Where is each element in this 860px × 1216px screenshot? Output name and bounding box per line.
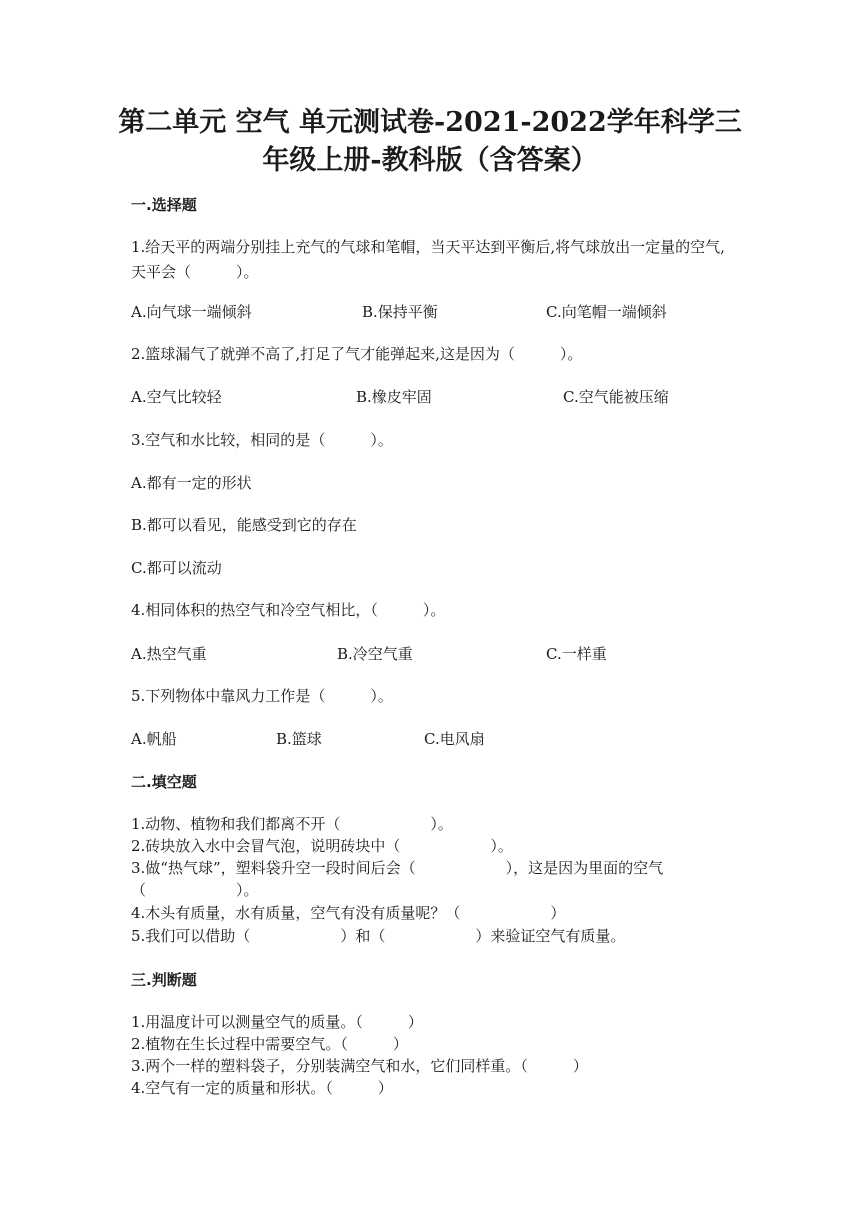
choice-q4-option-a: A.热空气重	[131, 645, 207, 663]
section-heading-choice: 一.选择题	[131, 196, 197, 214]
judge-question-3: 3.两个一样的塑料袋子，分别装满空气和水，它们同样重。（ ）	[131, 1057, 588, 1075]
choice-question-4: 4.相同体积的热空气和冷空气相比，（ ）。	[131, 601, 446, 619]
choice-q5-option-a: A.帆船	[131, 730, 177, 748]
fill-question-2: 2.砖块放入水中会冒气泡，说明砖块中（ ）。	[131, 837, 513, 855]
choice-q1-option-a: A.向气球一端倾斜	[131, 303, 252, 321]
choice-q1-option-c: C.向笔帽一端倾斜	[546, 303, 667, 321]
choice-question-2: 2.篮球漏气了就弹不高了,打足了气才能弹起来,这是因为（ ）。	[131, 345, 583, 363]
choice-q5-option-b: B.篮球	[276, 730, 322, 748]
choice-q1-option-b: B.保持平衡	[362, 303, 438, 321]
section-heading-fill: 二.填空题	[131, 773, 197, 791]
fill-question-3: 3.做“热气球”，塑料袋升空一段时间后会（ ），这是因为里面的空气（ ）。	[131, 859, 664, 899]
choice-question-3: 3.空气和水比较，相同的是（ ）。	[131, 431, 393, 449]
choice-q2-option-c: C.空气能被压缩	[563, 388, 669, 406]
choice-q4-option-c: C.一样重	[546, 645, 607, 663]
judge-question-2: 2.植物在生长过程中需要空气。（ ）	[131, 1035, 408, 1053]
fill-question-4: 4.木头有质量，水有质量，空气有没有质量呢？（ ）	[131, 904, 566, 922]
fill-question-1: 1.动物、植物和我们都离不开（ ）。	[131, 815, 453, 833]
choice-q3-option-c: C.都可以流动	[131, 559, 222, 577]
choice-q2-option-a: A.空气比较轻	[131, 388, 222, 406]
fill-question-5: 5.我们可以借助（ ）和（ ）来验证空气有质量。	[131, 927, 626, 945]
choice-q5-option-c: C.电风扇	[424, 730, 485, 748]
title-line-1: 第二单元 空气 单元测试卷-2021-2022学年科学三	[118, 107, 742, 138]
judge-question-1: 1.用温度计可以测量空气的质量。（ ）	[131, 1013, 423, 1031]
judge-question-4: 4.空气有一定的质量和形状。（ ）	[131, 1079, 393, 1097]
choice-question-5: 5.下列物体中靠风力工作是（ ）。	[131, 687, 393, 705]
choice-q4-option-b: B.冷空气重	[337, 645, 413, 663]
choice-q3-option-b: B.都可以看见，能感受到它的存在	[131, 516, 357, 534]
choice-q2-option-b: B.橡皮牢固	[356, 388, 432, 406]
section-heading-judge: 三.判断题	[131, 971, 197, 989]
choice-q3-option-a: A.都有一定的形状	[131, 474, 252, 492]
document-title	[60, 104, 800, 180]
choice-question-1: 1.给天平的两端分别挂上充气的气球和笔帽，当天平达到平衡后,将气球放出一定量的空气,天平会（ ）。	[131, 238, 725, 281]
title-line-2: 年级上册-教科版（含答案）	[262, 145, 598, 176]
